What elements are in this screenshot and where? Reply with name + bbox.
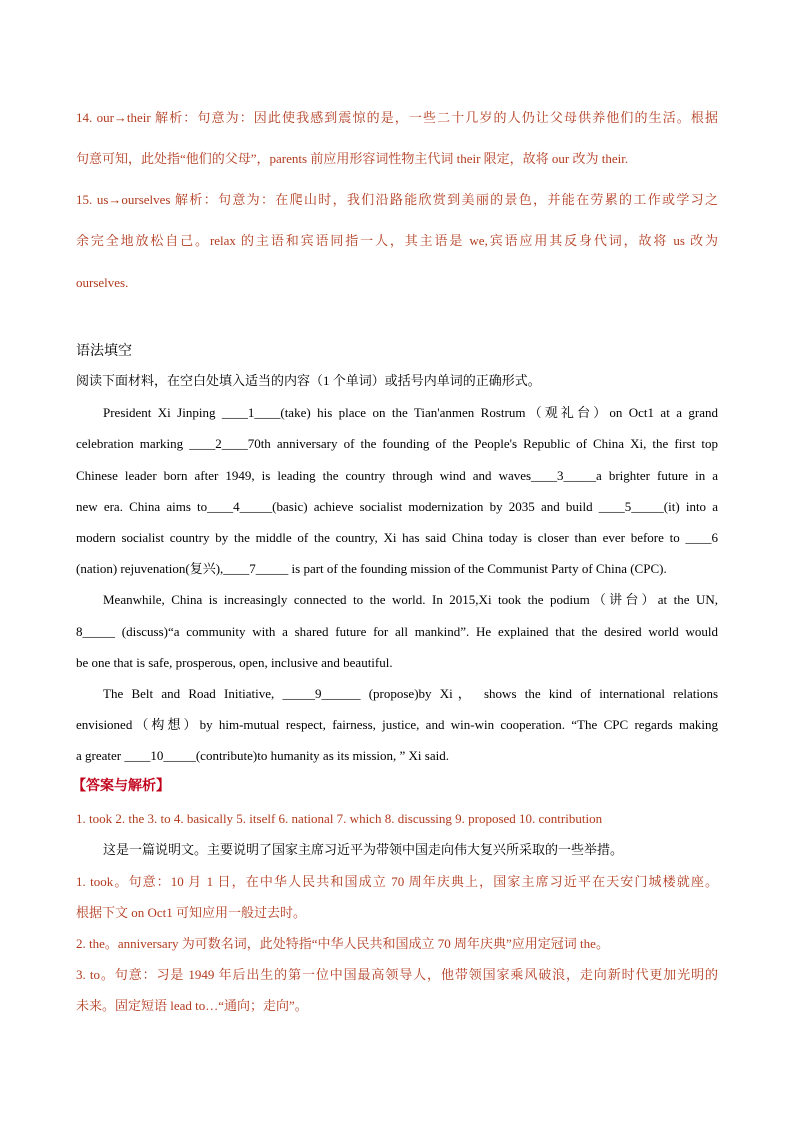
passage-summary: 这是一篇说明文。主要说明了国家主席习近平为带领中国走向伟大复兴所采取的一些举措。 (103, 842, 624, 857)
instruction: 阅读下面材料，在空白处填入适当的内容（1 个单词）或括号内单词的正确形式。 (76, 373, 541, 388)
passage-line-7: Meanwhile, China is increasingly connected to the world. In 2015,Xi took the podium（讲台）at the UN, (103, 592, 718, 607)
answer-header: 【答案与解析】 (72, 779, 170, 794)
answer-key: 1. took 2. the 3. to 4. basically 5. itself 6. national 7. which 8. discussing 9. proposed 10. contribution (76, 811, 603, 826)
analysis-1-line-1: 1. took。句意：10 月 1 日，在中华人民共和国成立 70 周年庆典上，国家主席习近平在天安门城楼就座。 (76, 874, 718, 889)
analysis-3-line-2: 未来。固定短语 lead to…“通向；走向”。 (76, 998, 308, 1013)
explanation-14-line-1: 14. our→their 解析：句意为：因此使我感到震惊的是，一些二十几岁的人仍让父母供养他们的生活。根据 (76, 110, 718, 125)
explanation-15-line-1: 15. us→ourselves 解析：句意为：在爬山时，我们沿路能欣赏到美丽的景色，并能在劳累的工作或学习之 (76, 192, 718, 207)
passage-line-12: a greater ____10_____(contribute)to humanity as its mission, ” Xi said. (76, 748, 449, 763)
explanation-15-line-2: 余完全地放松自己。relax 的主语和宾语同指一人，其主语是 we,宾语应用其反身代词，故将 us 改为 (76, 233, 718, 248)
passage-line-5: modern socialist country by the middle of the country, Xi has said China today is closer than ever before to ____6 (76, 530, 718, 545)
passage-line-1: President Xi Jinping ____1____(take) his place on the Tian'anmen Rostrum（观礼台）on Oct1 at a grand (103, 405, 718, 420)
explanation-15-line-3: ourselves. (76, 275, 129, 290)
passage-line-2: celebration marking ____2____70th anniversary of the founding of the People's Republic of China Xi, the first top (76, 436, 718, 451)
passage-line-8: 8_____ (discuss)“a community with a shared future for all mankind”. He explained that the desired world would (76, 624, 718, 639)
section-title: 语法填空 (76, 344, 132, 359)
passage-line-11: envisioned（构想）by him-mutual respect, fairness, justice, and win-win cooperation. “The CPC regards making (76, 717, 718, 732)
analysis-2: 2. the。anniversary 为可数名词，此处特指“中华人民共和国成立 70 周年庆典”应用定冠词 the。 (76, 936, 609, 951)
passage-line-6: (nation) rejuvenation(复兴),____7_____ is part of the founding mission of the Communist Party of China (CPC). (76, 561, 667, 576)
passage-line-10: The Belt and Road Initiative, _____9______ (propose)by Xi， shows the kind of international relations (103, 686, 718, 701)
explanation-14-line-2: 句意可知，此处指“他们的父母”，parents 前应用形容词性物主代词 their 限定，故将 our 改为 their. (76, 151, 629, 166)
analysis-1-line-2: 根据下文 on Oct1 可知应用一般过去时。 (76, 905, 307, 920)
passage-line-3: Chinese leader born after 1949, is leading the country through wind and waves____3_____a brighter future in a (76, 468, 718, 483)
passage-line-9: be one that is safe, prosperous, open, inclusive and beautiful. (76, 655, 393, 670)
passage-line-4: new era. China aims to____4_____(basic) achieve socialist modernization by 2035 and build ____5_____(it) into a (76, 499, 718, 514)
analysis-3-line-1: 3. to。句意：习是 1949 年后出生的第一位中国最高领导人，他带领国家乘风破浪，走向新时代更加光明的 (76, 967, 718, 982)
